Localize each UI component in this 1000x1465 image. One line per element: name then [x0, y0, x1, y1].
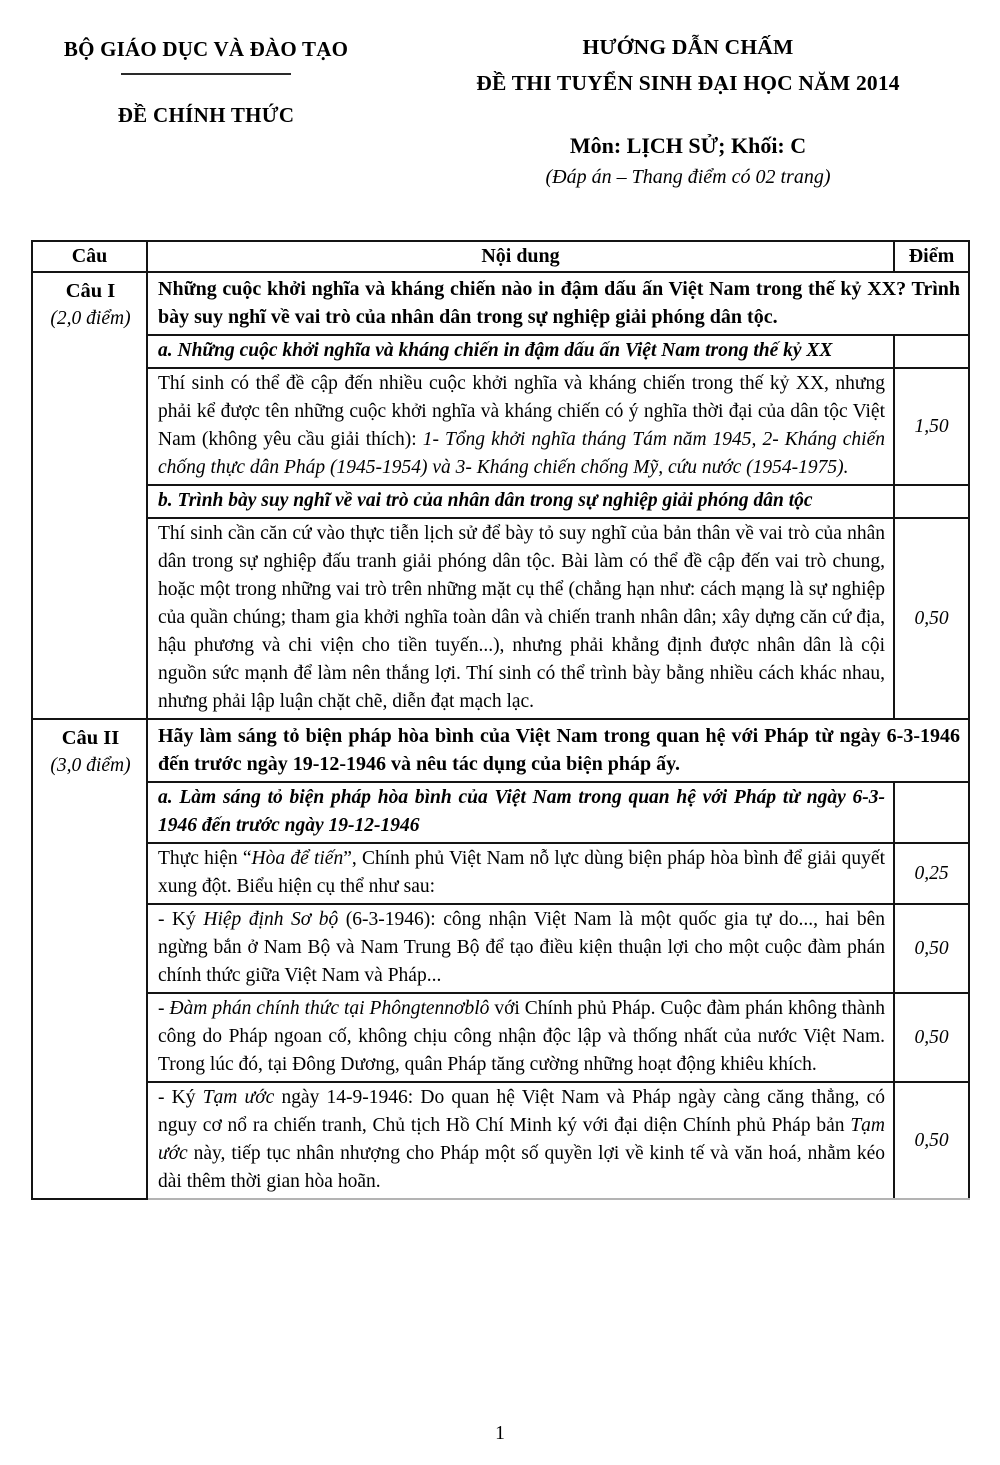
question-title-cau1: Những cuộc khởi nghĩa và kháng chiến nào in đậm dấu ấn Việt Nam trong thế kỷ XX? Trình bày suy nghĩ về vai trò của nhân dân trong sự nghiệp giải phóng dân tộc. — [147, 272, 969, 335]
table-row — [32, 782, 969, 843]
question-label: Câu II — [61, 727, 120, 749]
subsection-a-cau1: a. Những cuộc khởi nghĩa và kháng chiến in đậm dấu ấn Việt Nam trong thế kỷ XX — [147, 335, 894, 368]
column-header-noidung: Nội dung — [147, 241, 894, 272]
table-row — [32, 368, 969, 485]
answer-content: Thực hiện “Hòa để tiến”, Chính phủ Việt Nam nỗ lực dùng biện pháp hòa bình để giải quyết xung đột. Biểu hiện cụ thể như sau: — [147, 843, 894, 904]
question-cell-cau2 — [32, 719, 147, 1199]
score-cell: 0,50 — [894, 904, 969, 993]
answer-note: (Đáp án – Thang điểm có 02 trang) — [545, 166, 831, 188]
subsection-b-cau1: b. Trình bày suy nghĩ về vai trò của nhân dân trong sự nghiệp giải phóng dân tộc — [147, 485, 894, 518]
header-right-block — [408, 34, 968, 190]
table-row — [32, 719, 969, 782]
score-cell — [894, 335, 969, 368]
doc-title-line1: HƯỚNG DẪN CHẤM — [582, 35, 794, 59]
question-title-cau2: Hãy làm sáng tỏ biện pháp hòa bình của Việt Nam trong quan hệ với Pháp từ ngày 6-3-1946 đến trước ngày 19-12-1946 và nêu tác dụng của biện pháp ấy. — [147, 719, 969, 782]
column-header-diem: Điểm — [894, 241, 969, 272]
subsection-a-cau2: a. Làm sáng tỏ biện pháp hòa bình của Việt Nam trong quan hệ với Pháp từ ngày 6-3-1946 đến trước ngày 19-12-1946 — [147, 782, 894, 843]
score-cell: 1,50 — [894, 368, 969, 485]
score-cell: 0,50 — [894, 518, 969, 719]
page-number: 1 — [495, 1423, 505, 1444]
answer-content: Thí sinh có thể đề cập đến nhiều cuộc khởi nghĩa và kháng chiến trong thế kỷ XX, nhưng phải kể được tên những cuộc khởi nghĩa và kháng chiến có ý nghĩa thời đại của dân tộc Việt Nam (không yêu cầu giải thích): 1- Tổng khởi nghĩa tháng Tám năm 1945, 2- Kháng chiến chống thực dân Pháp (1945-1954) và 3- Kháng chiến chống Mỹ, cứu nước (1954-1975). — [147, 368, 894, 485]
score-cell: 0,50 — [894, 993, 969, 1082]
score-cell: 0,25 — [894, 843, 969, 904]
question-points: (2,0 điểm) — [50, 308, 131, 329]
official-exam-label: ĐỀ CHÍNH THỨC — [117, 103, 295, 127]
answer-content: - Ký Tạm ước ngày 14-9-1946: Do quan hệ Việt Nam và Pháp ngày càng căng thẳng, có nguy cơ nổ ra chiến tranh, Chủ tịch Hồ Chí Minh ký với đại diện Chính phủ Pháp bản Tạm ước này, tiếp tục nhân nhượng cho Pháp một số quyền lợi về kinh tế và văn hoá, nhằm kéo dài thêm thời gian hòa hoãn. — [147, 1082, 894, 1199]
table-row — [32, 843, 969, 904]
header-left-block — [38, 36, 374, 128]
question-cell-cau1 — [32, 272, 147, 719]
table-row — [32, 335, 969, 368]
table-row — [32, 1082, 969, 1199]
score-cell: 0,50 — [894, 1082, 969, 1199]
grading-table — [31, 240, 970, 1200]
ministry-name: BỘ GIÁO DỤC VÀ ĐÀO TẠO — [63, 37, 349, 61]
answer-content: - Ký Hiệp định Sơ bộ (6-3-1946): công nhận Việt Nam là một quốc gia tự do..., hai bên ngừng bắn ở Nam Bộ và Nam Trung Bộ để tạo điều kiện thuận lợi cho một cuộc đàm phán chính thức giữa Việt Nam và Pháp... — [147, 904, 894, 993]
score-cell — [894, 782, 969, 843]
table-row — [32, 904, 969, 993]
column-header-cau: Câu — [32, 241, 147, 272]
doc-title-line2: ĐỀ THI TUYỂN SINH ĐẠI HỌC NĂM 2014 — [476, 71, 900, 95]
score-cell — [894, 485, 969, 518]
question-label: Câu I — [65, 280, 116, 302]
ministry-underline — [121, 73, 291, 75]
table-row — [32, 518, 969, 719]
table-row — [32, 485, 969, 518]
answer-content: Thí sinh cần căn cứ vào thực tiễn lịch sử để bày tỏ suy nghĩ của bản thân về vai trò của nhân dân trong sự nghiệp đấu tranh giải phóng dân tộc. Bài làm có thể đề cập đến vai trò chung, hoặc một trong những vai trò trên những mặt cụ thể (chẳng hạn như: cách mạng là sự nghiệp của quần chúng; tham gia khởi nghĩa toàn dân và chiến tranh nhân dân; xây dựng căn cứ địa, hậu phương và chi viện cho tiền tuyến...), nhưng phải khẳng định được nhân dân là cội nguồn sức mạnh để làm nên thắng lợi. Thí sinh có thể trình bày bằng nhiều cách khác nhau, nhưng phải lập luận chặt chẽ, diễn đạt mạch lạc. — [147, 518, 894, 719]
subject-line: Môn: LỊCH SỬ; Khối: C — [569, 133, 807, 158]
table-row — [32, 993, 969, 1082]
question-points: (3,0 điểm) — [50, 755, 131, 776]
table-header-row — [32, 241, 969, 272]
table-row — [32, 272, 969, 335]
answer-content: - Đàm phán chính thức tại Phôngtennơblô với Chính phủ Pháp. Cuộc đàm phán không thành công do Pháp ngoan cố, không chịu công nhận độc lập và thống nhất của nước Việt Nam. Trong lúc đó, tại Đông Dương, quân Pháp tăng cường những hoạt động khiêu khích. — [147, 993, 894, 1082]
